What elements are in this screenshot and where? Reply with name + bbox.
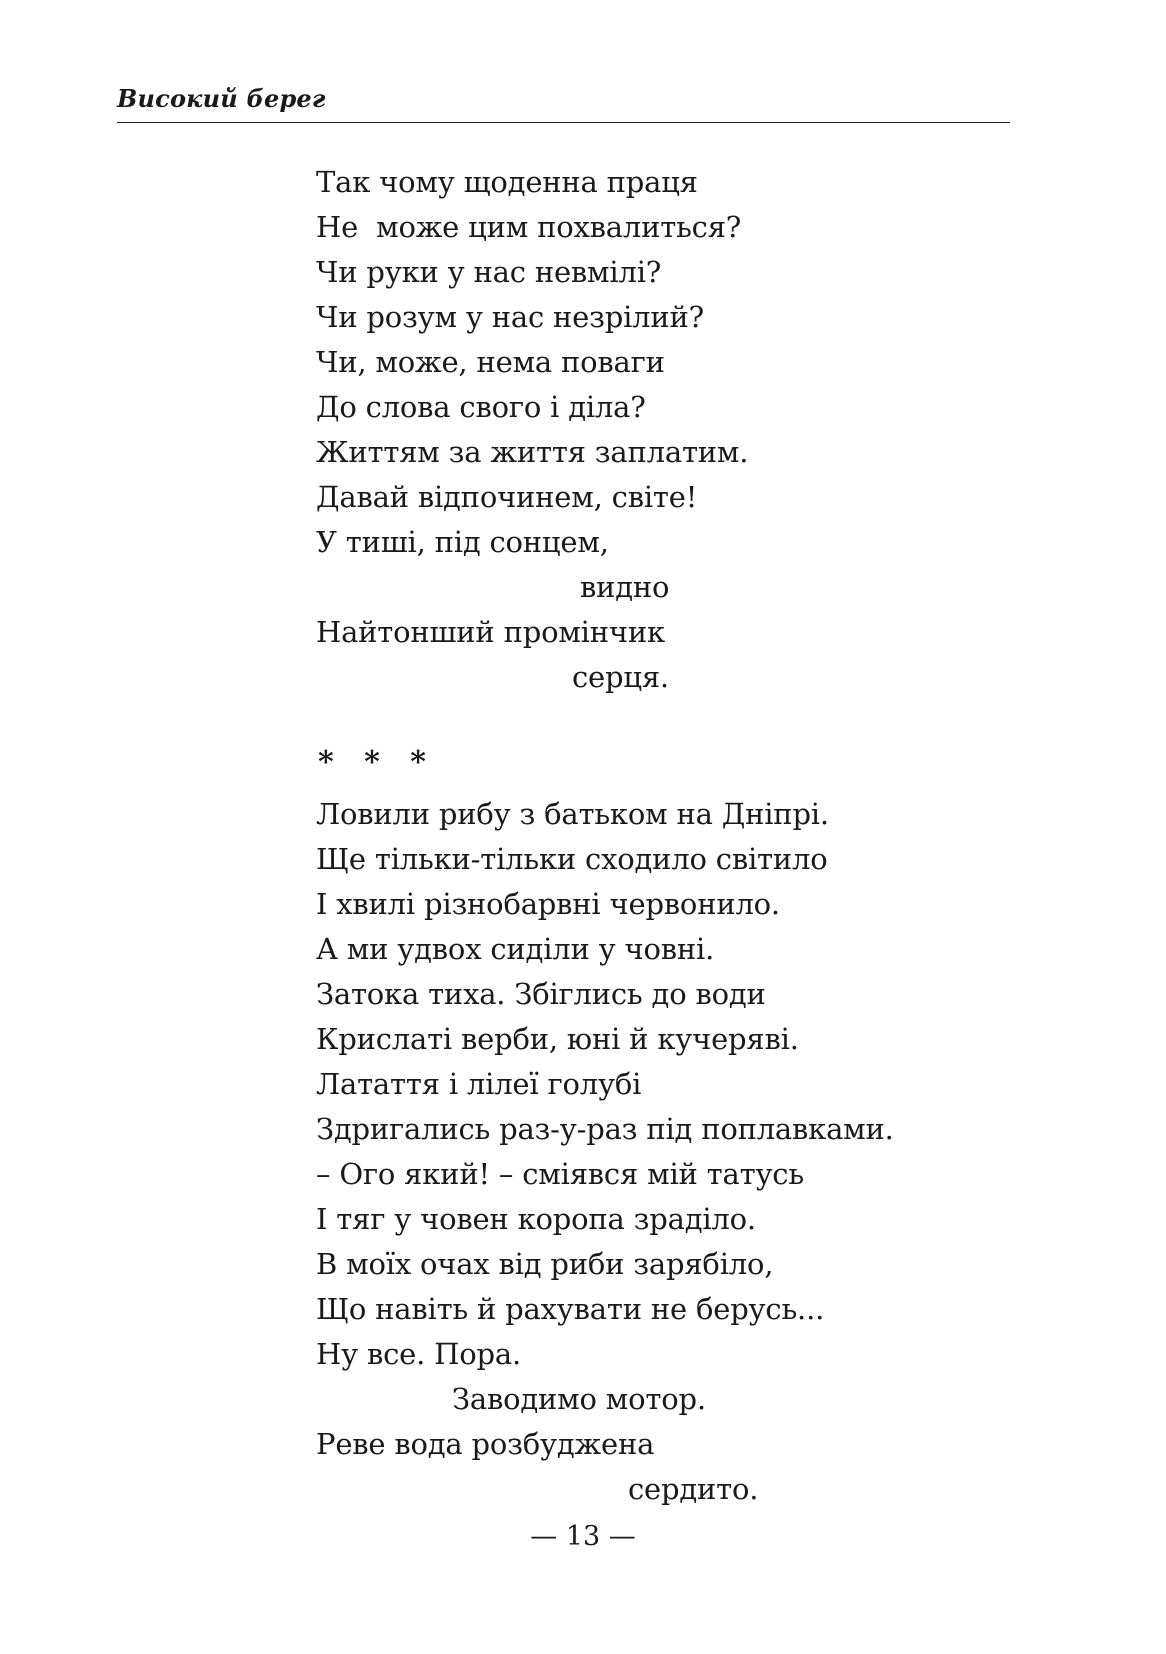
poem-line: Найтонший промінчик xyxy=(316,615,665,649)
poem-line: Затока тиха. Збіглись до води xyxy=(316,977,766,1011)
poem-line: У тиші, під сонцем, xyxy=(316,525,609,559)
poem-line: Здригались раз-у-раз під поплавками. xyxy=(316,1112,894,1146)
poem-line: Латаття і лілеї голубі xyxy=(316,1067,642,1101)
poem-line: Не може цим похвалиться? xyxy=(316,210,742,244)
poem-stanza-1 xyxy=(316,160,748,700)
book-title: Високий берег xyxy=(117,84,326,113)
poem-line: Що навіть й рахувати не берусь... xyxy=(316,1292,825,1326)
poem-line-indented: Заводимо мотор. xyxy=(452,1382,706,1416)
poem-line: Ловили рибу з батьком на Дніпрі. xyxy=(316,797,829,831)
poem-line: І тяг у човен коропа зраділо. xyxy=(316,1202,756,1236)
page-number: — 13 — xyxy=(530,1521,636,1552)
poem-stanza-2 xyxy=(316,792,894,1512)
poem-line: Давай відпочинем, світе! xyxy=(316,480,698,514)
poem-line: – Ого який! – сміявся мій татусь xyxy=(316,1157,804,1191)
poem-line: І хвилі різнобарвні червонило. xyxy=(316,887,780,921)
poem-line: Ще тільки-тільки сходило світило xyxy=(316,842,828,876)
section-separator: * * * xyxy=(318,745,436,780)
poem-line: Реве вода розбуджена xyxy=(316,1427,655,1461)
poem-line-indented: сердито. xyxy=(628,1472,759,1506)
running-head xyxy=(117,80,1010,123)
poem-line: Крислаті верби, юні й кучеряві. xyxy=(316,1022,799,1056)
poem-line: Чи розум у нас незрілий? xyxy=(316,300,704,334)
poem-line: Чи, може, нема поваги xyxy=(316,345,665,379)
poem-line: До слова свого і діла? xyxy=(316,390,646,424)
poem-line: Життям за життя заплатим. xyxy=(316,435,749,469)
poem-line: Так чому щоденна праця xyxy=(316,165,698,199)
poem-line-indented: серця. xyxy=(572,660,669,694)
poem-line: А ми удвох сиділи у човні. xyxy=(316,932,715,966)
poem-line: Чи руки у нас невмілі? xyxy=(316,255,662,289)
poem-line: В моїх очах від риби зарябіло, xyxy=(316,1247,774,1281)
poem-line-indented: видно xyxy=(580,570,670,604)
poem-line: Ну все. Пора. xyxy=(316,1337,521,1371)
